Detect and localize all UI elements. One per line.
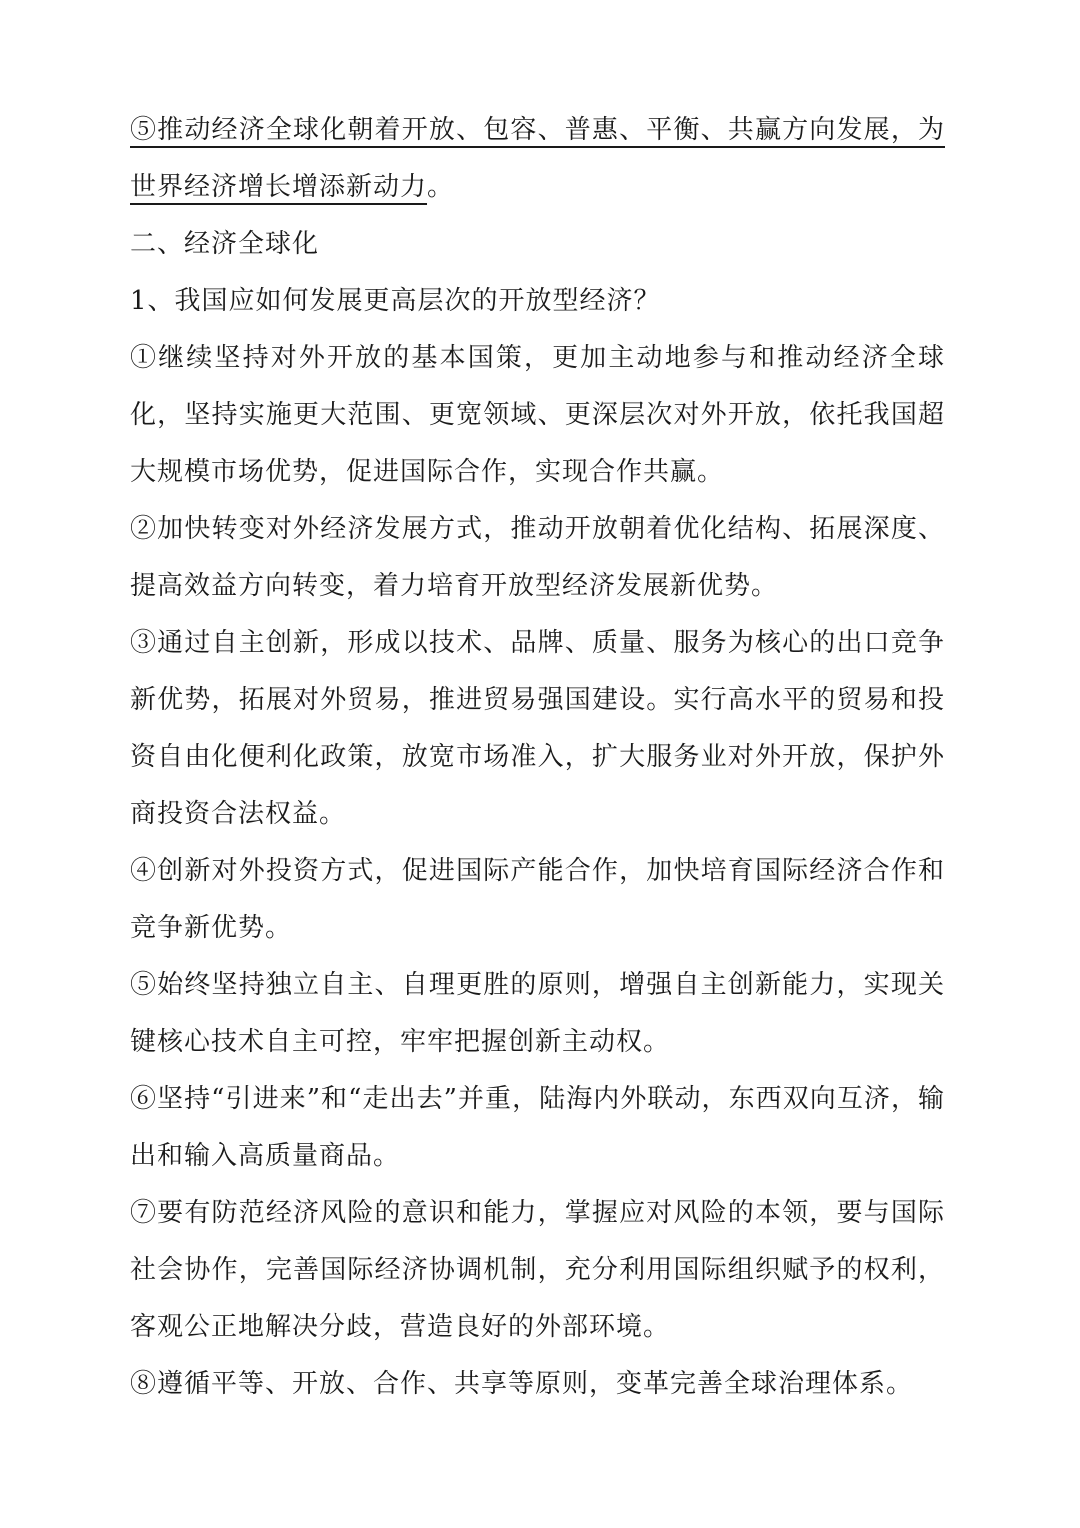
intro-tail: 。 <box>427 172 455 202</box>
point-3: ③通过自主创新，形成以技术、品牌、质量、服务为核心的出口竞争新优势，拓展对外贸易，推进贸易强国建设。实行高水平的贸易和投资自由化便利化政策，放宽市场准入，扩大服务业对外开放，保护外商投资合法权益。 <box>130 628 945 829</box>
point-6: ⑥坚持“引进来”和“走出去”并重，陆海内外联动，东西双向互济，输出和输入高质量商品。 <box>130 1084 945 1171</box>
point-2: ②加快转变对外经济发展方式，推动开放朝着优化结构、拓展深度、提高效益方向转变，着力培育开放型经济发展新优势。 <box>130 514 945 601</box>
underlined-point: ⑤推动经济全球化朝着开放、包容、普惠、平衡、共赢方向发展，为世界经济增长增添新动力 <box>130 115 945 202</box>
section-heading: 二、经济全球化 <box>130 229 320 259</box>
document-page <box>130 102 945 1413</box>
point-7: ⑦要有防范经济风险的意识和能力，掌握应对风险的本领，要与国际社会协作，完善国际经济协调机制，充分利用国际组织赋予的权利，客观公正地解决分歧，营造良好的外部环境。 <box>130 1198 945 1342</box>
point-5: ⑤始终坚持独立自主、自理更胜的原则，增强自主创新能力，实现关键核心技术自主可控，牢牢把握创新主动权。 <box>130 970 945 1057</box>
question-heading: 1、我国应如何发展更高层次的开放型经济？ <box>130 286 661 316</box>
point-4: ④创新对外投资方式，促进国际产能合作，加快培育国际经济合作和竞争新优势。 <box>130 856 945 943</box>
intro-paragraph <box>130 102 945 216</box>
point-1: ①继续坚持对外开放的基本国策，更加主动地参与和推动经济全球化，坚持实施更大范围、更宽领域、更深层次对外开放，依托我国超大规模市场优势，促进国际合作，实现合作共赢。 <box>130 343 945 487</box>
point-8: ⑧遵循平等、开放、合作、共享等原则，变革完善全球治理体系。 <box>130 1369 914 1399</box>
